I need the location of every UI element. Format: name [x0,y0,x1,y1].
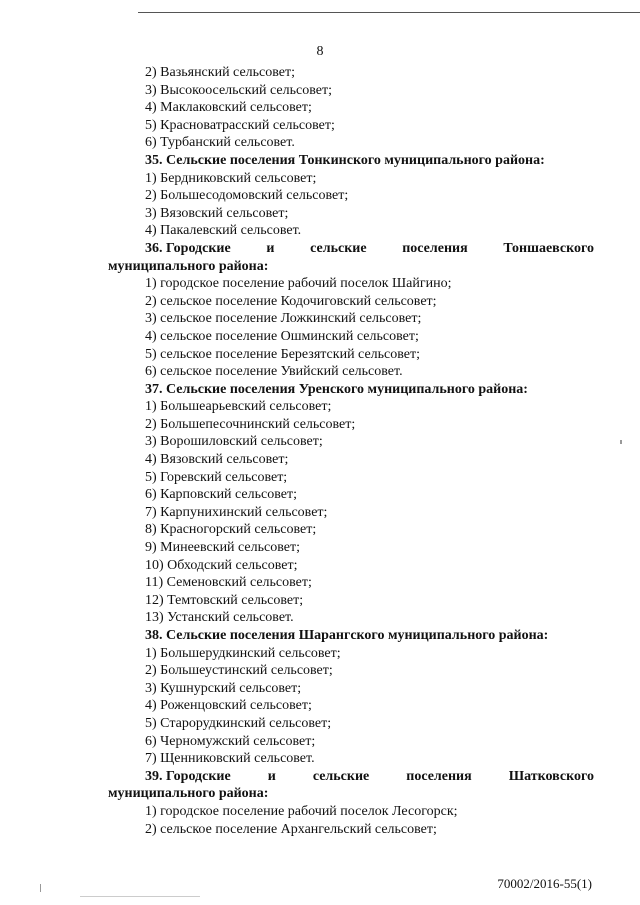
list-item: 4) Пакалевский сельсовет. [145,223,302,239]
list-item: 2) Вазьянский сельсовет; [145,65,295,80]
list-item: 2) сельское поселение Архангельский сельсовет; [145,821,437,837]
list-item: 5) Горевский сельсовет; [145,469,288,485]
list-item: 6) Карповский сельсовет; [145,487,297,503]
list-item: 2) Большеустинский сельсовет; [145,663,333,679]
document-code: 70002/2016-55(1) [497,876,592,891]
section-heading-continuation: муниципального района: [108,786,269,802]
list-item: 1) городское поселение рабочий поселок Лесогорск; [145,803,458,819]
heading-word: сельские [310,240,367,256]
section-heading [108,240,594,258]
list-item: 5) Красноватрасский сельсовет; [145,117,335,133]
list-item: 4) Роженцовский сельсовет; [145,698,312,714]
document-body [108,64,594,838]
section-heading-continuation: муниципального района: [108,258,269,274]
heading-word: поселения [406,768,472,784]
list-item: 3) Кушнурский сельсовет; [145,680,302,696]
list-item: 3) Ворошиловский сельсовет; [145,434,323,450]
scan-speck [620,440,622,444]
list-item: 2) сельское поселение Кодочиговский сельсовет; [145,293,437,309]
heading-word: Тоншаевского [503,240,594,256]
list-item: 2) Большесодомовский сельсовет; [145,188,349,204]
list-item: 2) Большепесочнинский сельсовет; [145,416,356,432]
heading-word: 39. Городские [145,768,231,784]
scan-speck [80,896,200,897]
list-item: 3) Высокоосельский сельсовет; [145,82,332,98]
list-item: 1) Бердниковский сельсовет; [145,170,317,186]
list-item: 5) Старорудкинский сельсовет; [145,715,332,731]
list-item: 1) городское поселение рабочий поселок Шайгино; [145,276,452,292]
heading-word: Шатковского [508,768,594,784]
list-item: 4) Маклаковский сельсовет; [145,100,312,116]
list-item: 9) Минеевский сельсовет; [145,540,300,556]
list-item: 13) Устанский сельсовет. [145,610,294,626]
scan-speck [40,884,41,892]
heading-word: сельские [312,768,370,784]
section-heading: 35. Сельские поселения Тонкинского муниципального района: [145,152,545,168]
section-heading: 38. Сельские поселения Шарангского муниципального района: [145,628,549,643]
heading-word: 36. Городские [145,240,231,256]
list-item: 4) Вязовский сельсовет; [145,452,289,468]
heading-word: поселения [402,240,468,256]
list-item: 6) Турбанский сельсовет. [145,135,295,151]
list-item: 5) сельское поселение Березятский сельсовет; [145,346,420,362]
list-item: 11) Семеновский сельсовет; [145,575,312,591]
section-heading [108,768,594,786]
scan-top-rule [138,12,640,13]
list-item: 6) сельское поселение Увийский сельсовет. [145,364,403,380]
list-item: 3) Вязовский сельсовет; [145,205,289,221]
page-number: 8 [316,44,324,59]
list-item: 7) Карпунихинский сельсовет; [145,504,328,520]
heading-word: и [267,768,276,784]
list-item: 6) Черномужский сельсовет; [145,733,316,749]
heading-word: и [266,240,275,256]
section-heading: 37. Сельские поселения Уренского муниципального района: [145,381,528,397]
list-item: 1) Большерудкинский сельсовет; [145,645,341,661]
list-item: 4) сельское поселение Ошминский сельсовет; [145,328,419,344]
list-item: 10) Обходский сельсовет; [145,557,298,573]
list-item: 8) Красногорский сельсовет; [145,522,317,538]
list-item: 3) сельское поселение Ложкинский сельсовет; [145,311,422,327]
list-item: 12) Темтовский сельсовет; [145,592,304,608]
list-item: 1) Большеарьевский сельсовет; [145,399,332,415]
list-item: 7) Щенниковский сельсовет. [145,751,315,767]
